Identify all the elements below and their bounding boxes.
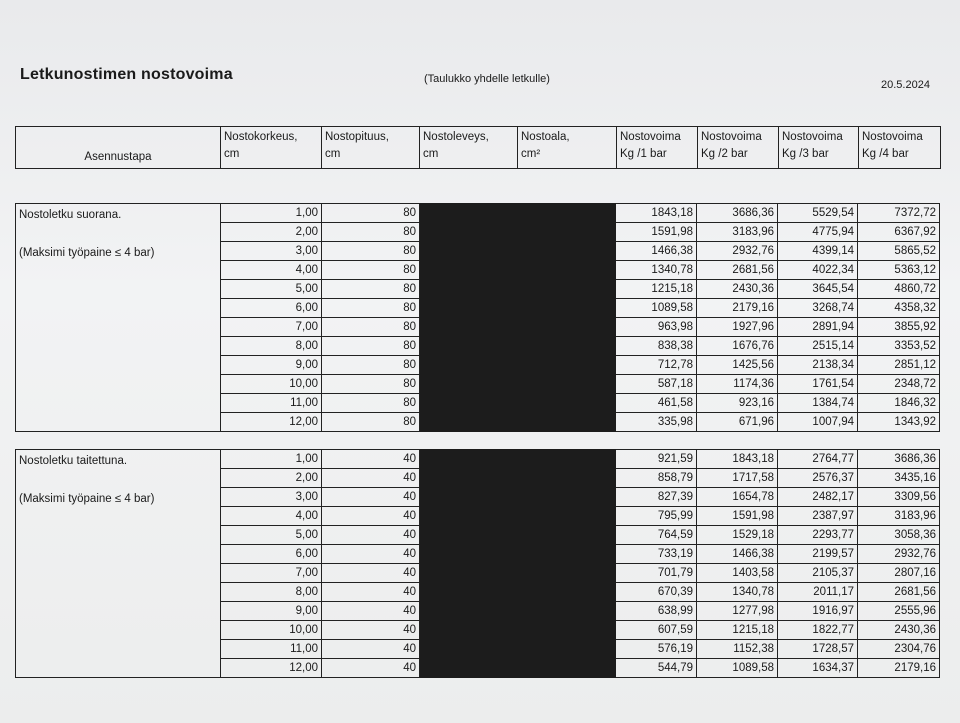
force-2bar-cell: 1277,98 — [697, 602, 778, 621]
force-3bar-cell: 4022,34 — [778, 261, 858, 280]
length-cell: 80 — [322, 242, 420, 261]
force-4bar-cell: 7372,72 — [858, 204, 940, 223]
redacted-block — [420, 469, 616, 488]
force-1bar-cell: 335,98 — [616, 413, 697, 432]
force-3bar-cell: 2011,17 — [778, 583, 858, 602]
length-cell: 40 — [322, 621, 420, 640]
force-3bar-cell: 2891,94 — [778, 318, 858, 337]
force-2bar-cell: 3183,96 — [697, 223, 778, 242]
header-nostoleveys: Nostoleveys, cm — [420, 127, 518, 169]
height-cell: 4,00 — [221, 507, 322, 526]
force-4bar-cell: 5865,52 — [858, 242, 940, 261]
redacted-block — [420, 621, 616, 640]
force-4bar-cell: 2932,76 — [858, 545, 940, 564]
force-2bar-cell: 923,16 — [697, 394, 778, 413]
force-1bar-cell: 544,79 — [616, 659, 697, 678]
force-1bar-cell: 827,39 — [616, 488, 697, 507]
redacted-block — [420, 564, 616, 583]
length-cell: 80 — [322, 280, 420, 299]
height-cell: 7,00 — [221, 318, 322, 337]
length-cell: 40 — [322, 583, 420, 602]
height-cell: 11,00 — [221, 640, 322, 659]
max-pressure-note: (Maksimi työpaine ≤ 4 bar) — [19, 247, 155, 259]
force-4bar-cell: 1846,32 — [858, 394, 940, 413]
height-cell: 2,00 — [221, 223, 322, 242]
redacted-block — [420, 223, 616, 242]
force-1bar-cell: 587,18 — [616, 375, 697, 394]
header-nostoala: Nostoala, cm² — [518, 127, 617, 169]
length-cell: 80 — [322, 356, 420, 375]
force-1bar-cell: 1215,18 — [616, 280, 697, 299]
length-cell: 80 — [322, 261, 420, 280]
force-3bar-cell: 2387,97 — [778, 507, 858, 526]
force-2bar-cell: 1843,18 — [697, 450, 778, 469]
force-3bar-cell: 1634,37 — [778, 659, 858, 678]
redacted-block — [420, 413, 616, 432]
force-2bar-cell: 2179,16 — [697, 299, 778, 318]
length-cell: 40 — [322, 488, 420, 507]
force-4bar-cell: 3435,16 — [858, 469, 940, 488]
length-cell: 40 — [322, 564, 420, 583]
force-1bar-cell: 838,38 — [616, 337, 697, 356]
table-row — [16, 204, 940, 223]
length-cell: 80 — [322, 204, 420, 223]
mounting-method-label: Nostoletku taitettuna. — [19, 455, 128, 467]
height-cell: 5,00 — [221, 526, 322, 545]
force-2bar-cell: 2430,36 — [697, 280, 778, 299]
force-1bar-cell: 733,19 — [616, 545, 697, 564]
length-cell: 80 — [322, 394, 420, 413]
force-3bar-cell: 4399,14 — [778, 242, 858, 261]
height-cell: 3,00 — [221, 488, 322, 507]
column-header-table — [15, 126, 941, 169]
force-2bar-cell: 1591,98 — [697, 507, 778, 526]
header-force-1bar: Nostovoima Kg /1 bar — [617, 127, 698, 169]
force-1bar-cell: 701,79 — [616, 564, 697, 583]
force-2bar-cell: 1152,38 — [697, 640, 778, 659]
force-2bar-cell: 1340,78 — [697, 583, 778, 602]
force-1bar-cell: 1843,18 — [616, 204, 697, 223]
redacted-block — [420, 337, 616, 356]
redacted-block — [420, 299, 616, 318]
force-2bar-cell: 1927,96 — [697, 318, 778, 337]
force-4bar-cell: 2555,96 — [858, 602, 940, 621]
force-3bar-cell: 2293,77 — [778, 526, 858, 545]
height-cell: 2,00 — [221, 469, 322, 488]
redacted-block — [420, 450, 616, 469]
redacted-block — [420, 545, 616, 564]
length-cell: 40 — [322, 526, 420, 545]
force-4bar-cell: 6367,92 — [858, 223, 940, 242]
force-4bar-cell: 2430,36 — [858, 621, 940, 640]
force-4bar-cell: 5363,12 — [858, 261, 940, 280]
force-4bar-cell: 1343,92 — [858, 413, 940, 432]
force-4bar-cell: 4860,72 — [858, 280, 940, 299]
height-cell: 6,00 — [221, 545, 322, 564]
length-cell: 40 — [322, 640, 420, 659]
force-3bar-cell: 2764,77 — [778, 450, 858, 469]
redacted-block — [420, 318, 616, 337]
document-date: 20.5.2024 — [881, 79, 930, 91]
redacted-block — [420, 640, 616, 659]
mounting-method-cell — [16, 450, 221, 678]
height-cell: 1,00 — [221, 450, 322, 469]
header-force-3bar: Nostovoima Kg /3 bar — [779, 127, 859, 169]
length-cell: 80 — [322, 223, 420, 242]
force-3bar-cell: 1761,54 — [778, 375, 858, 394]
length-cell: 40 — [322, 545, 420, 564]
height-cell: 11,00 — [221, 394, 322, 413]
force-2bar-cell: 1425,56 — [697, 356, 778, 375]
force-3bar-cell: 3645,54 — [778, 280, 858, 299]
height-cell: 12,00 — [221, 413, 322, 432]
height-cell: 10,00 — [221, 621, 322, 640]
force-1bar-cell: 712,78 — [616, 356, 697, 375]
force-3bar-cell: 2482,17 — [778, 488, 858, 507]
force-3bar-cell: 3268,74 — [778, 299, 858, 318]
force-2bar-cell: 2932,76 — [697, 242, 778, 261]
document-subtitle: (Taulukko yhdelle letkulle) — [424, 73, 550, 85]
force-1bar-cell: 1340,78 — [616, 261, 697, 280]
force-1bar-cell: 670,39 — [616, 583, 697, 602]
force-1bar-cell: 764,59 — [616, 526, 697, 545]
force-3bar-cell: 2138,34 — [778, 356, 858, 375]
table-suorana — [15, 203, 940, 432]
force-4bar-cell: 2348,72 — [858, 375, 940, 394]
length-cell: 80 — [322, 299, 420, 318]
force-4bar-cell: 2851,12 — [858, 356, 940, 375]
mounting-method-label: Nostoletku suorana. — [19, 209, 122, 221]
redacted-block — [420, 507, 616, 526]
force-2bar-cell: 1403,58 — [697, 564, 778, 583]
length-cell: 40 — [322, 469, 420, 488]
height-cell: 12,00 — [221, 659, 322, 678]
mounting-method-cell — [16, 204, 221, 432]
force-2bar-cell: 1654,78 — [697, 488, 778, 507]
header-force-4bar: Nostovoima Kg /4 bar — [859, 127, 941, 169]
force-2bar-cell: 1466,38 — [697, 545, 778, 564]
length-cell: 80 — [322, 337, 420, 356]
redacted-block — [420, 261, 616, 280]
force-4bar-cell: 3183,96 — [858, 507, 940, 526]
redacted-block — [420, 394, 616, 413]
force-3bar-cell: 1822,77 — [778, 621, 858, 640]
force-3bar-cell: 1728,57 — [778, 640, 858, 659]
force-1bar-cell: 607,59 — [616, 621, 697, 640]
height-cell: 8,00 — [221, 337, 322, 356]
header-asennustapa: Asennustapa — [16, 127, 221, 169]
force-2bar-cell: 1215,18 — [697, 621, 778, 640]
force-2bar-cell: 1529,18 — [697, 526, 778, 545]
force-3bar-cell: 2576,37 — [778, 469, 858, 488]
force-2bar-cell: 1174,36 — [697, 375, 778, 394]
height-cell: 10,00 — [221, 375, 322, 394]
force-4bar-cell: 2681,56 — [858, 583, 940, 602]
max-pressure-note: (Maksimi työpaine ≤ 4 bar) — [19, 493, 155, 505]
redacted-block — [420, 659, 616, 678]
length-cell: 40 — [322, 602, 420, 621]
force-4bar-cell: 3353,52 — [858, 337, 940, 356]
redacted-block — [420, 488, 616, 507]
redacted-block — [420, 526, 616, 545]
redacted-block — [420, 583, 616, 602]
force-3bar-cell: 2105,37 — [778, 564, 858, 583]
height-cell: 3,00 — [221, 242, 322, 261]
force-2bar-cell: 1676,76 — [697, 337, 778, 356]
length-cell: 40 — [322, 450, 420, 469]
force-1bar-cell: 921,59 — [616, 450, 697, 469]
force-4bar-cell: 2807,16 — [858, 564, 940, 583]
force-2bar-cell: 671,96 — [697, 413, 778, 432]
redacted-block — [420, 242, 616, 261]
table-row — [16, 450, 940, 469]
length-cell: 40 — [322, 507, 420, 526]
length-cell: 80 — [322, 375, 420, 394]
force-3bar-cell: 2515,14 — [778, 337, 858, 356]
redacted-block — [420, 602, 616, 621]
force-1bar-cell: 1591,98 — [616, 223, 697, 242]
force-3bar-cell: 4775,94 — [778, 223, 858, 242]
force-3bar-cell: 1916,97 — [778, 602, 858, 621]
redacted-block — [420, 204, 616, 223]
force-3bar-cell: 1007,94 — [778, 413, 858, 432]
force-4bar-cell: 3309,56 — [858, 488, 940, 507]
force-1bar-cell: 1466,38 — [616, 242, 697, 261]
redacted-block — [420, 375, 616, 394]
height-cell: 9,00 — [221, 602, 322, 621]
height-cell: 1,00 — [221, 204, 322, 223]
force-1bar-cell: 638,99 — [616, 602, 697, 621]
force-3bar-cell: 1384,74 — [778, 394, 858, 413]
redacted-block — [420, 280, 616, 299]
force-4bar-cell: 3855,92 — [858, 318, 940, 337]
force-4bar-cell: 3058,36 — [858, 526, 940, 545]
table-taitettuna — [15, 449, 940, 678]
force-1bar-cell: 461,58 — [616, 394, 697, 413]
height-cell: 6,00 — [221, 299, 322, 318]
force-2bar-cell: 1089,58 — [697, 659, 778, 678]
force-1bar-cell: 795,99 — [616, 507, 697, 526]
height-cell: 7,00 — [221, 564, 322, 583]
force-2bar-cell: 2681,56 — [697, 261, 778, 280]
force-4bar-cell: 4358,32 — [858, 299, 940, 318]
force-2bar-cell: 3686,36 — [697, 204, 778, 223]
force-4bar-cell: 2179,16 — [858, 659, 940, 678]
header-force-2bar: Nostovoima Kg /2 bar — [698, 127, 779, 169]
force-1bar-cell: 963,98 — [616, 318, 697, 337]
force-1bar-cell: 576,19 — [616, 640, 697, 659]
force-4bar-cell: 3686,36 — [858, 450, 940, 469]
header-nostopituus: Nostopituus, cm — [322, 127, 420, 169]
force-1bar-cell: 1089,58 — [616, 299, 697, 318]
height-cell: 5,00 — [221, 280, 322, 299]
height-cell: 4,00 — [221, 261, 322, 280]
length-cell: 40 — [322, 659, 420, 678]
height-cell: 8,00 — [221, 583, 322, 602]
force-1bar-cell: 858,79 — [616, 469, 697, 488]
redacted-block — [420, 356, 616, 375]
force-4bar-cell: 2304,76 — [858, 640, 940, 659]
length-cell: 80 — [322, 318, 420, 337]
force-2bar-cell: 1717,58 — [697, 469, 778, 488]
height-cell: 9,00 — [221, 356, 322, 375]
document-title: Letkunostimen nostovoima — [20, 66, 233, 83]
force-3bar-cell: 2199,57 — [778, 545, 858, 564]
force-3bar-cell: 5529,54 — [778, 204, 858, 223]
header-nostokorkeus: Nostokorkeus, cm — [221, 127, 322, 169]
length-cell: 80 — [322, 413, 420, 432]
